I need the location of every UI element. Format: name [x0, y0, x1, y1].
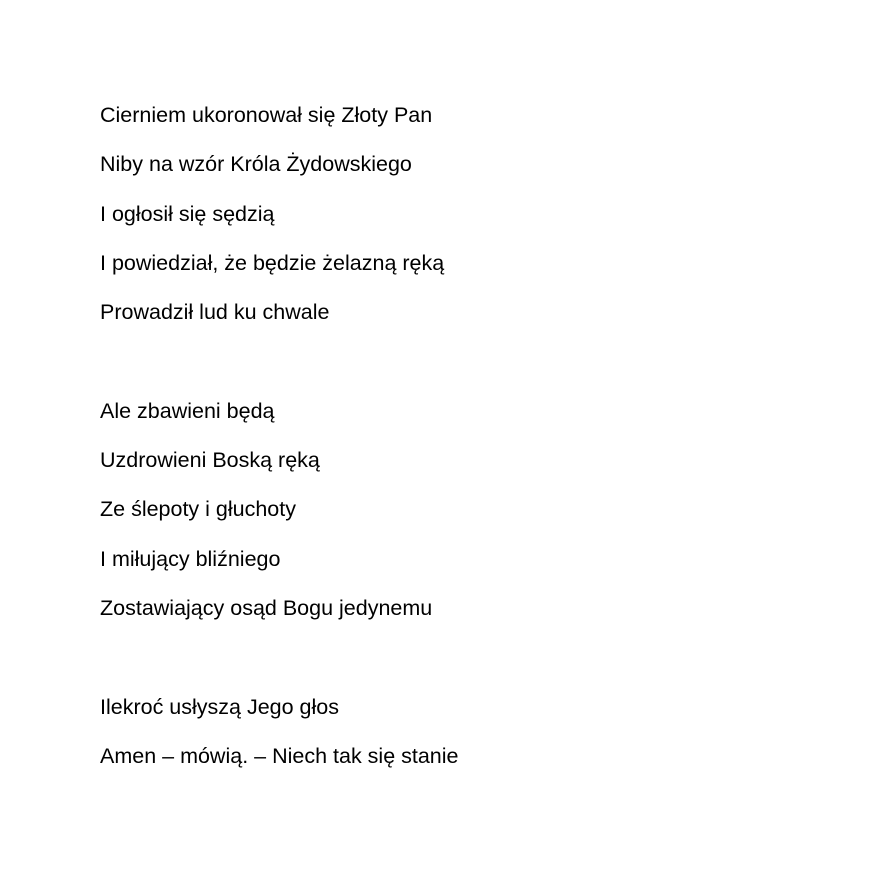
poem-line: Amen – mówią. – Niech tak się stanie — [100, 743, 459, 768]
poem-line: Niby na wzór Króla Żydowskiego — [100, 152, 412, 177]
poem-line: Uzdrowieni Boską ręką — [100, 448, 320, 473]
stanza-2 — [100, 397, 800, 643]
poem-line: Cierniem ukoronował się Złoty Pan — [100, 103, 433, 127]
stanza-1 — [100, 101, 800, 347]
poem — [100, 101, 800, 791]
poem-line: Ilekroć usłyszą Jego głos — [100, 694, 339, 719]
poem-line: Ze ślepoty i głuchoty — [100, 497, 296, 522]
poem-line: I powiedział, że będzie żelazną ręką — [100, 250, 445, 275]
stanza-separator — [100, 347, 800, 396]
poem-line: I ogłosił się sędzią — [100, 201, 275, 226]
poem-line: Ale zbawieni będą — [100, 398, 275, 423]
poem-line: Zostawiający osąd Bogu jedynemu — [100, 595, 433, 620]
poem-line: I miłujący bliźniego — [100, 546, 281, 571]
stanza-3 — [100, 693, 800, 792]
stanza-separator — [100, 643, 800, 692]
poem-line: Prowadził lud ku chwale — [100, 300, 330, 325]
